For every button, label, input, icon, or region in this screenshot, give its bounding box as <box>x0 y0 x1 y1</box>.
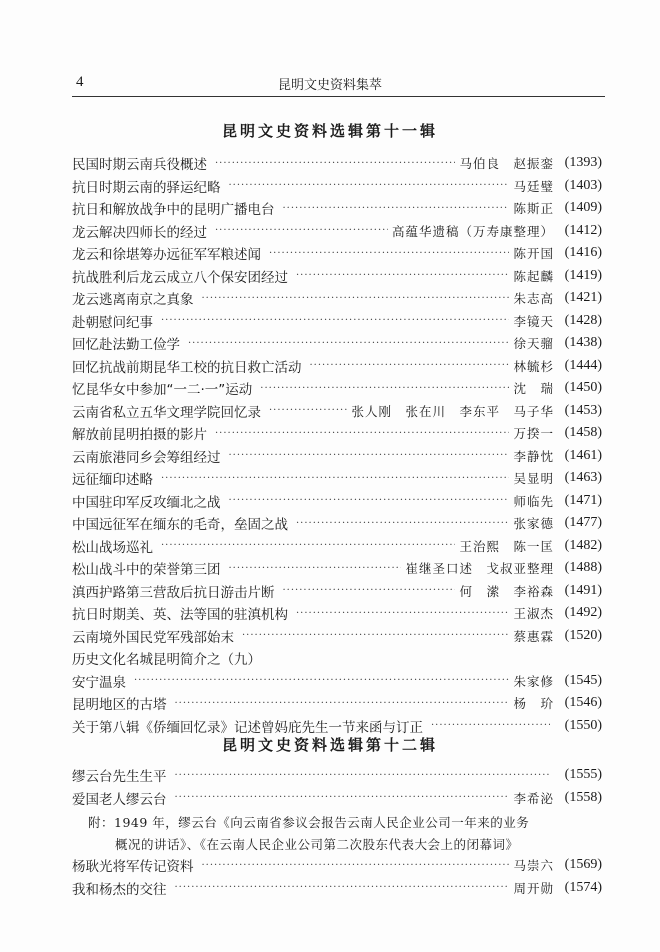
dot-leader <box>283 203 510 214</box>
appendix-note-line1: 附：1949 年，缪云台《向云南省参议会报告云南人民企业公司一年来的业务 <box>88 815 530 830</box>
dot-leader <box>202 293 510 304</box>
toc-entry <box>72 242 602 265</box>
section-title-11: 昆明文史资料选辑第十一辑 <box>221 122 438 140</box>
dot-leader <box>229 563 402 574</box>
header-rule <box>72 96 605 97</box>
entry-title: 远征缅印述略 <box>72 472 153 489</box>
entry-page-number: (1403) <box>564 177 602 193</box>
entry-page-number: (1458) <box>564 425 602 441</box>
toc-entry <box>72 877 602 900</box>
entry-page-number: (1393) <box>564 155 602 171</box>
entry-title: 龙云逃离南京之真象 <box>72 292 194 309</box>
entry-page-number: (1450) <box>564 380 602 396</box>
entry-author: 朱家修 <box>513 673 554 689</box>
appendix-note-line2: 概况的讲话》、《在云南人民企业公司第二次股东代表大会上的闭幕词》 <box>115 837 519 852</box>
entry-title: 我和杨杰的交往 <box>72 881 167 898</box>
toc-section-12-b <box>72 854 602 899</box>
entry-author: 王淑杰 <box>513 606 554 622</box>
entry-author: 高蕴华遗稿（万寿康整理） <box>391 223 554 239</box>
entry-title: 云南旅港同乡会筹组经过 <box>72 449 221 466</box>
entry-author: 王治熙 陈一匡 <box>459 538 554 554</box>
dot-leader <box>242 630 509 641</box>
entry-title: 松山战场巡礼 <box>72 539 153 556</box>
entry-title: 关于第八辑《侨缅回忆录》记述曾妈庇先生一节来函与订正 <box>72 719 423 736</box>
dot-leader <box>161 540 455 551</box>
dot-leader <box>260 383 509 394</box>
entry-author: 何 潆 李裕森 <box>459 583 554 599</box>
toc-section-12-a <box>72 764 602 809</box>
toc-entry <box>72 602 602 625</box>
entry-page-number: (1421) <box>564 290 602 306</box>
dot-leader <box>431 720 550 731</box>
entry-author: 张人刚 张在川 李东平 马子华 <box>351 403 554 419</box>
entry-title: 抗日时期云南的驿运纪略 <box>72 179 221 196</box>
dot-leader <box>229 450 510 461</box>
entry-page-number: (1574) <box>564 879 602 895</box>
entry-author: 朱志高 <box>513 291 554 307</box>
toc-entry <box>72 197 602 220</box>
entry-author: 马伯良 赵振銮 <box>459 156 554 172</box>
dot-leader <box>229 495 510 506</box>
entry-page-number: (1471) <box>564 492 602 508</box>
entry-page-number: (1444) <box>564 357 602 373</box>
dot-leader <box>283 585 456 596</box>
toc-entry <box>72 512 602 535</box>
dot-leader <box>269 405 347 416</box>
entry-title: 抗日和解放战争中的昆明广播电台 <box>72 202 275 219</box>
toc-entry <box>72 332 602 355</box>
entry-page-number: (1520) <box>564 627 602 643</box>
toc-entry <box>72 764 602 787</box>
entry-page-number: (1555) <box>564 767 602 783</box>
toc-entry <box>72 355 602 378</box>
entry-author: 崔继圣口述 戈叔亚整理 <box>405 561 554 577</box>
entry-author: 吴显明 <box>513 471 554 487</box>
toc-entry <box>72 692 602 715</box>
entry-title: 中国驻印军反攻缅北之战 <box>72 494 221 511</box>
entry-author: 陈起麟 <box>513 268 554 284</box>
dot-leader <box>229 180 510 191</box>
dot-leader <box>134 675 509 686</box>
toc-entry <box>72 310 602 333</box>
entry-page-number: (1412) <box>564 222 602 238</box>
entry-author: 马廷璧 <box>513 178 554 194</box>
toc-entry <box>72 400 602 423</box>
entry-page-number: (1488) <box>564 560 602 576</box>
entry-page-number: (1546) <box>564 695 602 711</box>
toc-entry <box>72 175 602 198</box>
toc-section-11 <box>72 152 602 737</box>
entry-page-number: (1438) <box>564 335 602 351</box>
entry-title: 解放前昆明拍摄的影片 <box>72 427 207 444</box>
dot-leader <box>175 770 551 781</box>
entry-author: 万揆一 <box>513 426 554 442</box>
entry-page-number: (1461) <box>564 447 602 463</box>
entry-page-number: (1569) <box>564 857 602 873</box>
toc-entry <box>72 287 602 310</box>
entry-author: 沈 瑞 <box>513 381 554 397</box>
toc-entry <box>72 265 602 288</box>
entry-author: 马崇六 <box>513 858 554 874</box>
entry-title: 爱国老人缪云台 <box>72 791 167 808</box>
entry-author: 师临先 <box>513 493 554 509</box>
entry-page-number: (1416) <box>564 245 602 261</box>
entry-title: 抗日时期美、英、法等国的驻滇机构 <box>72 607 288 624</box>
entry-page-number: (1491) <box>564 582 602 598</box>
entry-title: 云南省私立五华文理学院回忆录 <box>72 404 261 421</box>
toc-entry <box>72 467 602 490</box>
entry-page-number: (1482) <box>564 537 602 553</box>
dot-leader <box>296 518 509 529</box>
entry-title: 杨耿光将军传记资料 <box>72 859 194 876</box>
entry-page-number: (1558) <box>564 789 602 805</box>
entry-title: 龙云和徐堪筹办远征军军粮述闻 <box>72 247 261 264</box>
entry-title: 滇西护路第三营敌后抗日游击片断 <box>72 584 275 601</box>
dot-leader <box>269 248 509 259</box>
entry-page-number: (1477) <box>564 515 602 531</box>
toc-entry <box>72 625 602 648</box>
running-head: 昆明文史资料集萃 <box>277 78 382 93</box>
entry-title: 回忆赴法勤工俭学 <box>72 337 180 354</box>
entry-title: 赴朝慰问纪事 <box>72 314 153 331</box>
entry-author: 陈斯正 <box>513 201 554 217</box>
toc-entry <box>72 854 602 877</box>
dot-leader <box>202 860 510 871</box>
dot-leader <box>175 792 510 803</box>
dot-leader <box>215 158 455 169</box>
entry-title: 安宁温泉 <box>72 674 126 691</box>
entry-author: 徐天骝 <box>513 336 554 352</box>
toc-entry <box>72 670 602 693</box>
entry-title: 回忆抗战前期昆华工校的抗日救亡活动 <box>72 359 302 376</box>
entry-page-number: (1545) <box>564 672 602 688</box>
entry-author: 陈开国 <box>513 246 554 262</box>
dot-leader <box>175 698 510 709</box>
entry-author: 李镜天 <box>513 313 554 329</box>
toc-entry <box>72 445 602 468</box>
toc-entry <box>72 490 602 513</box>
entry-author: 林毓杉 <box>513 358 554 374</box>
toc-entry <box>72 422 602 445</box>
entry-page-number: (1428) <box>564 312 602 328</box>
entry-title: 龙云解决四师长的经过 <box>72 224 207 241</box>
toc-entry <box>72 787 602 810</box>
toc-entry <box>72 557 602 580</box>
section-title-12: 昆明文史资料选辑第十二辑 <box>221 736 438 754</box>
entry-author: 蔡惠霖 <box>513 628 554 644</box>
entry-title: 云南境外国民党军残部始末 <box>72 629 234 646</box>
entry-page-number: (1453) <box>564 402 602 418</box>
entry-title: 历史文化名城昆明简介之（九） <box>72 652 261 669</box>
entry-author: 李静忱 <box>513 448 554 464</box>
entry-title: 松山战斗中的荣誉第三团 <box>72 562 221 579</box>
entry-page-number: (1419) <box>564 267 602 283</box>
dot-leader <box>296 270 509 281</box>
entry-title: 中国远征军在缅东的毛奇，垒固之战 <box>72 517 288 534</box>
entry-page-number: (1550) <box>564 717 602 733</box>
page-number: 4 <box>76 74 84 90</box>
entry-page-number: (1409) <box>564 200 602 216</box>
entry-author: 杨 玠 <box>513 696 554 712</box>
dot-leader <box>215 225 388 236</box>
entry-author: 李希泌 <box>513 790 554 806</box>
toc-entry <box>72 377 602 400</box>
toc-entry <box>72 152 602 175</box>
entry-page-number: (1492) <box>564 605 602 621</box>
dot-leader <box>296 608 509 619</box>
entry-author: 张家德 <box>513 516 554 532</box>
dot-leader <box>215 428 509 439</box>
entry-page-number: (1463) <box>564 470 602 486</box>
dot-leader <box>310 360 510 371</box>
dot-leader <box>161 315 509 326</box>
entry-title: 忆昆华女中参加“一二·一”运动 <box>72 382 253 399</box>
entry-title: 昆明地区的古塔 <box>72 697 167 714</box>
dot-leader <box>188 338 509 349</box>
dot-leader <box>175 882 510 893</box>
toc-entry <box>72 535 602 558</box>
toc-entry <box>72 647 602 670</box>
entry-title: 抗战胜利后龙云成立八个保安团经过 <box>72 269 288 286</box>
toc-entry <box>72 580 602 603</box>
entry-title: 民国时期云南兵役概述 <box>72 157 207 174</box>
dot-leader <box>161 473 509 484</box>
entry-title: 缪云台先生生平 <box>72 769 167 786</box>
toc-entry <box>72 220 602 243</box>
entry-author: 周开勋 <box>513 880 554 896</box>
